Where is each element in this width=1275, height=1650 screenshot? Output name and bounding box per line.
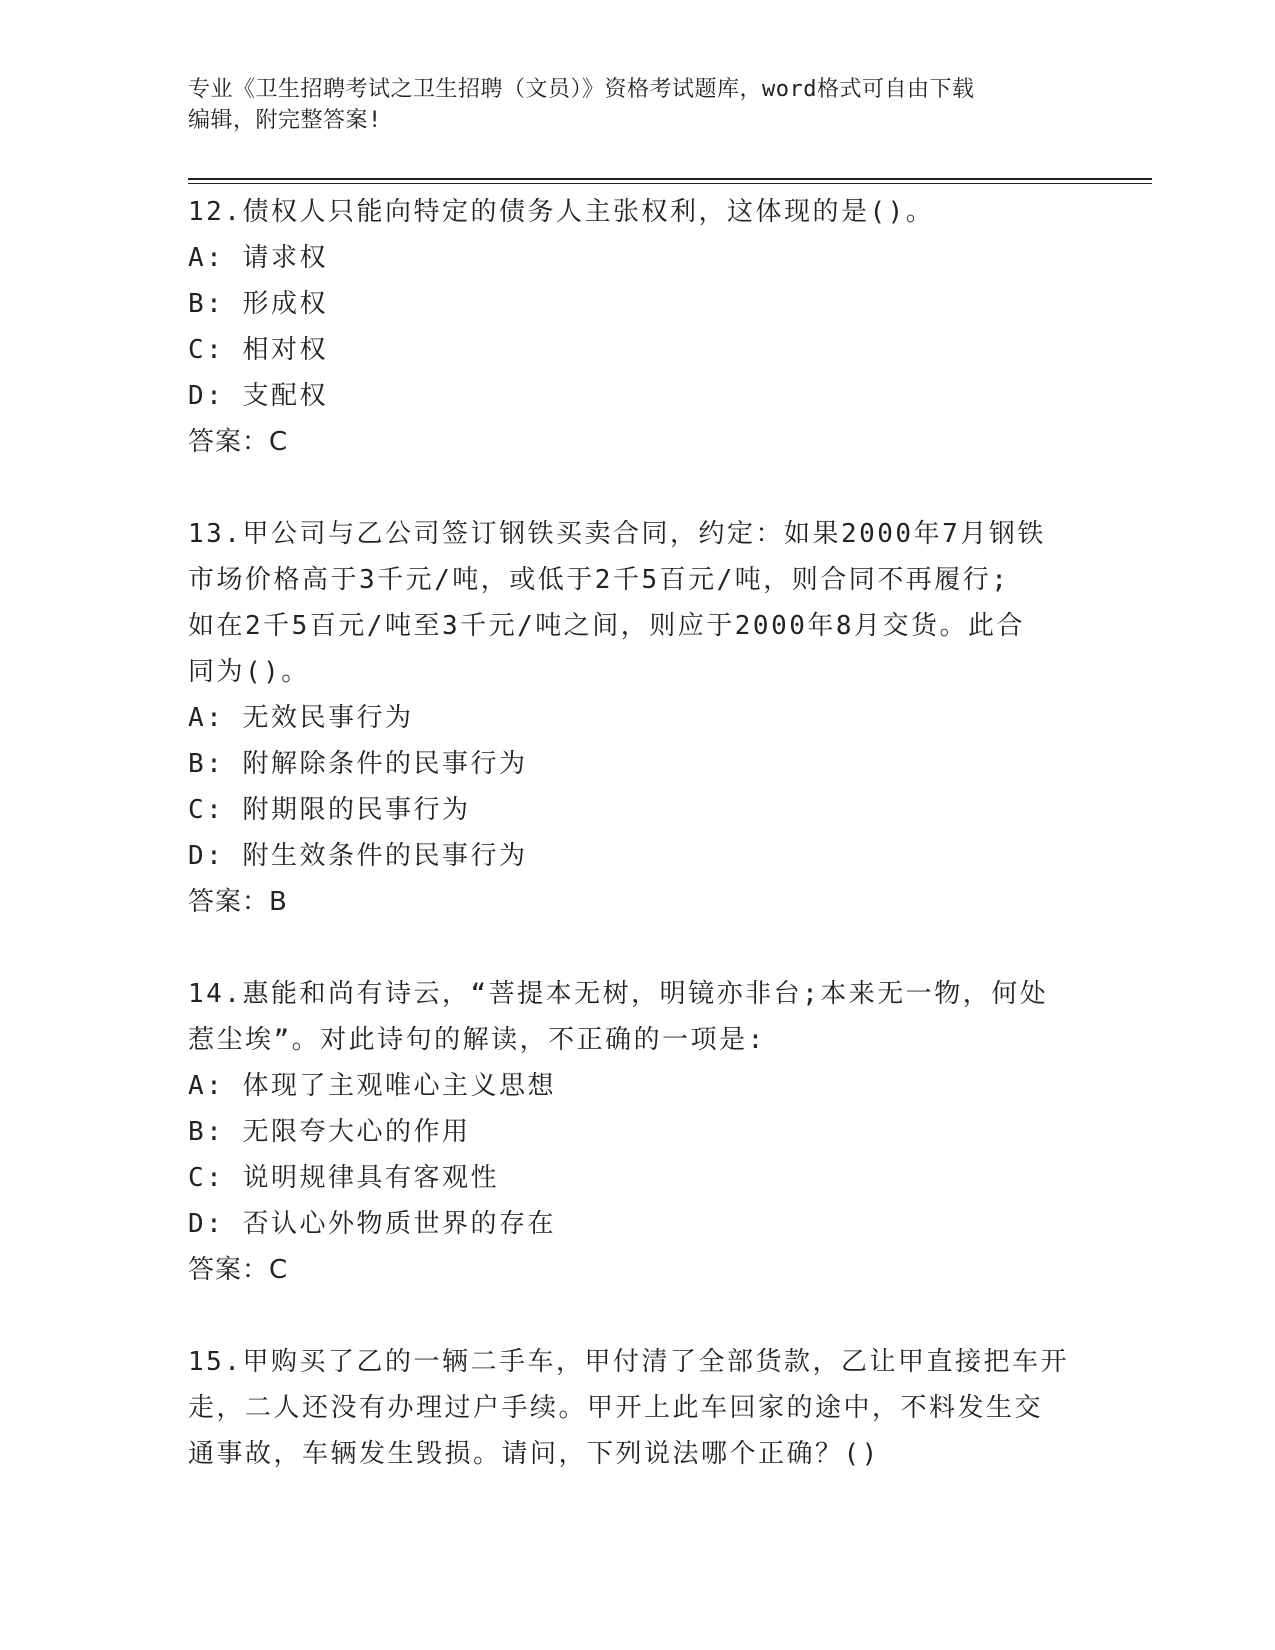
question-14 (188, 971, 1088, 1293)
question-stem-line-3: 如在2千5百元/吨至3千元/吨之间，则应于2000年8月交货。此合 (188, 611, 1026, 641)
option-c: C: 说明规律具有客观性 (188, 1163, 499, 1193)
question-stem-line-2: 走，二人还没有办理过户手续。甲开上此车回家的途中，不料发生交 (188, 1393, 1044, 1423)
option-a: A: 体现了主观唯心主义思想 (188, 1071, 556, 1101)
question-stem: 12.债权人只能向特定的债务人主张权利，这体现的是()。 (188, 197, 935, 227)
question-stem-line-1: 15.甲购买了乙的一辆二手车，甲付清了全部货款，乙让甲直接把车开 (188, 1347, 1069, 1377)
question-stem-line-1: 14.惠能和尚有诗云，“菩提本无树，明镜亦非台;本来无一物，何处 (188, 979, 1049, 1009)
question-13 (188, 511, 1088, 925)
question-list (188, 189, 1088, 1523)
answer-line: 答案：B (188, 887, 288, 917)
option-b: B: 形成权 (188, 289, 328, 319)
option-d: D: 否认心外物质世界的存在 (188, 1209, 556, 1239)
document-header (188, 74, 1088, 136)
question-stem-line-4: 同为()。 (188, 657, 310, 687)
answer-line: 答案：C (188, 1255, 289, 1285)
question-stem-line-2: 市场价格高于3千元/吨，或低于2千5百元/吨，则合同不再履行; (188, 565, 1010, 595)
header-line-2: 编辑，附完整答案! (188, 108, 382, 133)
option-a: A: 无效民事行为 (188, 703, 414, 733)
header-rule-thin (188, 183, 1152, 184)
option-d: D: 附生效条件的民事行为 (188, 841, 528, 871)
question-15 (188, 1339, 1088, 1477)
question-stem-line-1: 13.甲公司与乙公司签订钢铁买卖合同，约定：如果2000年7月钢铁 (188, 519, 1046, 549)
option-b: B: 附解除条件的民事行为 (188, 749, 528, 779)
option-d: D: 支配权 (188, 381, 328, 411)
answer-line: 答案：C (188, 427, 289, 457)
header-line-1: 专业《卫生招聘考试之卫生招聘（文员）》资格考试题库，word格式可自由下载 (188, 77, 975, 102)
option-a: A: 请求权 (188, 243, 328, 273)
option-b: B: 无限夸大心的作用 (188, 1117, 471, 1147)
question-12 (188, 189, 1088, 465)
option-c: C: 附期限的民事行为 (188, 795, 471, 825)
question-stem-line-3: 通事故，车辆发生毁损。请问，下列说法哪个正确？() (188, 1439, 880, 1469)
option-c: C: 相对权 (188, 335, 328, 365)
header-rule-thick (188, 178, 1152, 180)
question-stem-line-2: 惹尘埃”。对此诗句的解读，不正确的一项是: (188, 1025, 766, 1055)
